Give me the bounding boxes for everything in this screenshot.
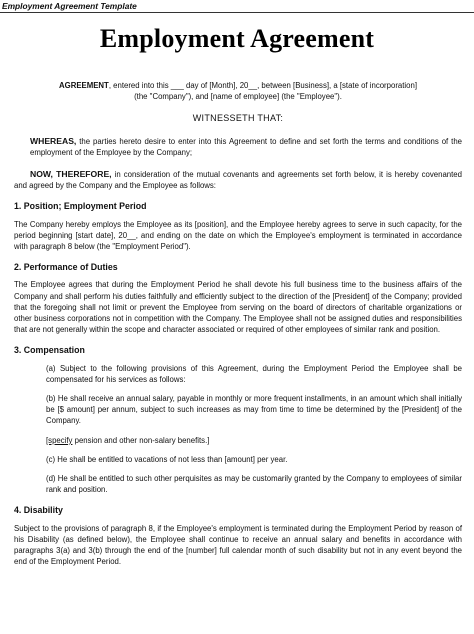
header-divider: [0, 12, 474, 13]
document-title: Employment Agreement: [99, 24, 375, 53]
section-2-text: The Employee agrees that during the Employment Period he shall devote his full business time to the business affairs of the Company and shall perform his duties faithfully and efficiently subject to the direction of the [President] of the Company; provided that the foregoing shall not limit or prevent the Employee from serving on the board of directors of charitable organizations or other business corporations not in competition with the Company. The Employee shall not be assigned duties and responsibilities that are not generally within the scope and character associated or required of other employees of similar rank and position.: [14, 280, 462, 335]
whereas-text: the parties hereto desire to enter into this Agreement to define and set forth the terms and conditions of the employment of the Employee by the Company;: [30, 136, 462, 157]
section-3-heading: 3. Compensation: [14, 345, 85, 356]
section-4-text: Subject to the provisions of paragraph 8, if the Employee's employment is terminated during the Employment Period by reason of his Disability (as defined below), the Employee shall continue to receive an annual salary and benefits in accordance with paragraphs 3(a) and 3(b) through the end of the [number] full calendar month of such disability but not in any event beyond the end of the Employment Period.: [14, 523, 462, 567]
witnesseth-heading: WITNESSETH THAT:: [192, 113, 284, 124]
section-3a-text: (a) Subject to the following provisions of this Agreement, during the Employment Period the Employee shall be compensated for his services as follows:: [46, 363, 462, 384]
section-3b-text: (b) He shall receive an annual salary, payable in monthly or more frequent installments, in an amount which shall initially be [$ amount] per annum, subject to such increases as may from time to time be determined by the [President] of the Company.: [46, 394, 462, 426]
whereas-paragraph: [14, 136, 462, 158]
document-body: [14, 80, 462, 568]
section-1-heading: 1. Position; Employment Period: [14, 201, 147, 212]
section-1-text: The Company hereby employs the Employee as its [position], and the Employee hereby agrees to serve in such capacity, for the period beginning [start date], 20__, and ending on the date on which the Employee's employment is terminated in accordance with paragraph 8 below (the "Employment Period").: [14, 219, 462, 252]
specify-underlined: [specify: [46, 435, 73, 445]
therefore-text: in consideration of the mutual covenants and agreements set forth below, it is hereby covenanted and agreed by the Company and the Employee as follows:: [14, 170, 462, 191]
intro-line-1: [14, 80, 462, 91]
section-3-specify-line: [14, 435, 462, 446]
section-4-heading: 4. Disability: [14, 505, 63, 516]
section-3c-text: (c) He shall be entitled to vacations of not less than [amount] per year.: [46, 454, 288, 464]
specify-rest: pension and other non-salary benefits.]: [72, 435, 210, 445]
section-3d-text: (d) He shall be entitled to such other perquisites as may be customarily granted by the Company to employees of similar rank and position.: [46, 474, 462, 495]
intro-line-1-text: , entered into this ___ day of [Month], 20__, between [Business], a [state of incorporation]: [108, 81, 417, 90]
intro-line-2: (the "Company"), and [name of employee] (the "Employee").: [134, 92, 342, 102]
intro-bold-word: AGREEMENT: [59, 81, 109, 90]
therefore-lead: NOW, THEREFORE,: [30, 169, 112, 180]
template-label: Employment Agreement Template: [2, 1, 137, 11]
whereas-lead: WHEREAS,: [30, 135, 77, 146]
therefore-paragraph: [14, 169, 462, 191]
section-2-heading: 2. Performance of Duties: [14, 262, 118, 273]
